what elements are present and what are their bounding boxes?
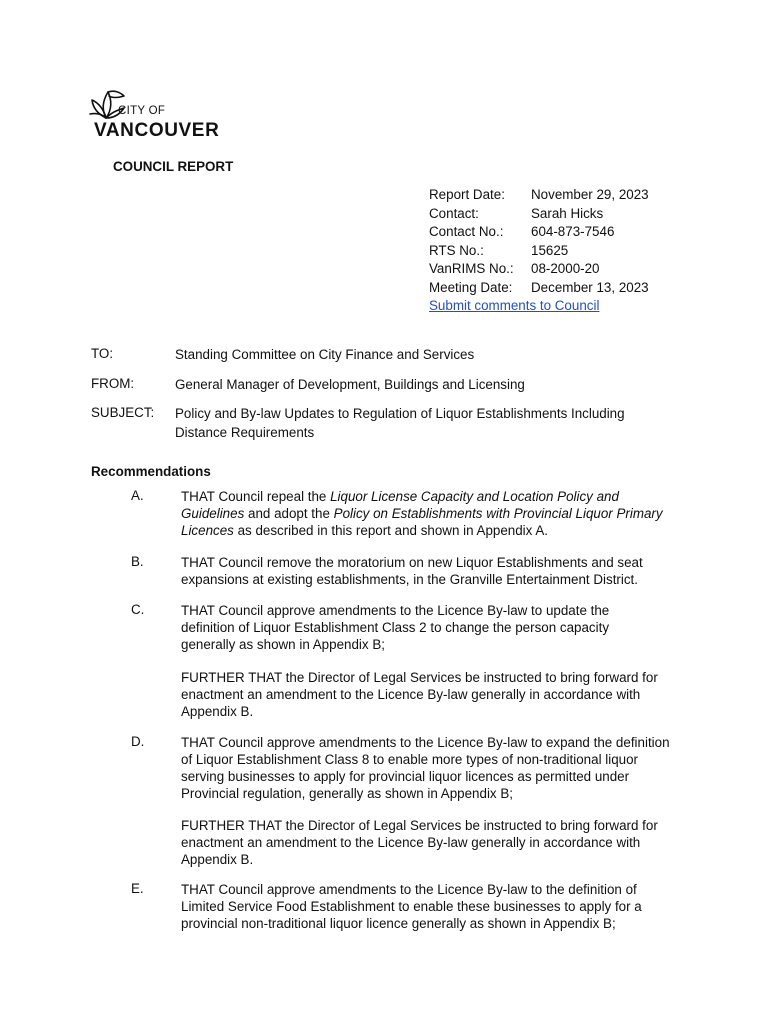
meta-value: 15625 — [531, 242, 569, 258]
meta-value: 08-2000-20 — [531, 261, 600, 276]
meta-label: RTS No.: — [429, 242, 484, 258]
recommendation-c — [131, 602, 641, 653]
rec-text-part: and adopt the — [244, 506, 334, 521]
recommendation-b — [131, 554, 671, 588]
meta-value: Sarah Hicks — [531, 205, 604, 221]
from-row — [91, 376, 655, 395]
rec-text-part: as described in this report and shown in Appendix A. — [233, 523, 548, 538]
meta-label: Contact: — [429, 205, 479, 221]
meta-label: Report Date: — [429, 187, 505, 202]
from-label: FROM: — [91, 376, 135, 391]
logo-city-text: CITY OF — [118, 105, 166, 117]
report-title: COUNCIL REPORT — [113, 159, 234, 174]
recommendation-e — [131, 881, 671, 932]
rec-text: THAT Council approve amendments to the Licence By-law to update the definition of Liquor Establishment Class 2 to change the person capacity generally as shown in Appendix B; — [181, 603, 610, 652]
policy-name: Policy on Establishments with Provincial Liquor Primary Licences — [181, 506, 663, 538]
rec-text — [181, 488, 681, 539]
to-label: TO: — [91, 346, 114, 361]
report-meta — [429, 187, 649, 313]
from-value: General Manager of Development, Buildings and Licensing — [175, 377, 525, 392]
rec-text-part: THAT Council repeal the — [181, 489, 331, 504]
meta-value: 604-873-7546 — [531, 224, 615, 239]
meta-row-report-date — [429, 187, 649, 206]
meta-row-contact-no — [429, 224, 649, 243]
to-row — [91, 346, 655, 365]
subject-label: SUBJECT: — [91, 405, 155, 420]
city-logo — [88, 84, 238, 140]
meta-row-vanrims-no — [429, 261, 649, 280]
recommendation-d — [131, 734, 681, 802]
recommendation-a — [131, 488, 681, 539]
meta-value: December 13, 2023 — [531, 279, 649, 295]
subject-row — [91, 405, 645, 442]
meta-value: November 29, 2023 — [531, 187, 649, 202]
subject-value: Policy and By-law Updates to Regulation of Liquor Establishments Including Distance Requirements — [175, 406, 625, 440]
meta-row-meeting-date — [429, 280, 649, 299]
rec-text: THAT Council approve amendments to the Licence By-law to the definition of Limited Service Food Establishment to enable these businesses to apply for a provincial non-traditional liquor licence generally as shown in Appendix B; — [181, 882, 642, 931]
meta-label: VanRIMS No.: — [429, 261, 514, 276]
rec-text: THAT Council approve amendments to the Licence By-law to expand the definition of Liquor Establishment Class 8 to enable more types of non-traditional liquor serving businesses to apply for provincial liquor licences as permitted under Provincial regulation, generally as shown in Appendix B; — [181, 735, 670, 801]
rec-c-further: FURTHER THAT the Director of Legal Services be instructed to bring forward for enactment an amendment to the Licence By-law generally in accordance with Appendix B. — [181, 670, 658, 719]
rec-d-further: FURTHER THAT the Director of Legal Services be instructed to bring forward for enactment an amendment to the Licence By-law generally in accordance with Appendix B. — [181, 818, 658, 867]
meta-label: Meeting Date: — [429, 279, 513, 295]
rec-text: THAT Council remove the moratorium on new Liquor Establishments and seat expansions at existing establishments, in the Granville Entertainment District. — [181, 555, 643, 587]
recommendations-heading: Recommendations — [91, 464, 211, 479]
rec-letter: B. — [131, 554, 144, 569]
policy-name: Liquor License Capacity and Location Policy and Guidelines — [181, 489, 619, 521]
meta-row-rts-no — [429, 243, 649, 262]
rec-letter: D. — [131, 734, 145, 749]
submit-comments-link[interactable]: Submit comments to Council — [429, 298, 600, 313]
meta-label: Contact No.: — [429, 224, 504, 239]
rec-letter: E. — [131, 881, 144, 896]
to-value: Standing Committee on City Finance and Services — [175, 347, 475, 362]
rec-letter: A. — [131, 488, 144, 503]
flower-logo-icon — [88, 84, 128, 124]
logo-vancouver-text: VANCOUVER — [94, 120, 220, 141]
meta-row-contact — [429, 206, 649, 225]
rec-letter: C. — [131, 602, 145, 617]
